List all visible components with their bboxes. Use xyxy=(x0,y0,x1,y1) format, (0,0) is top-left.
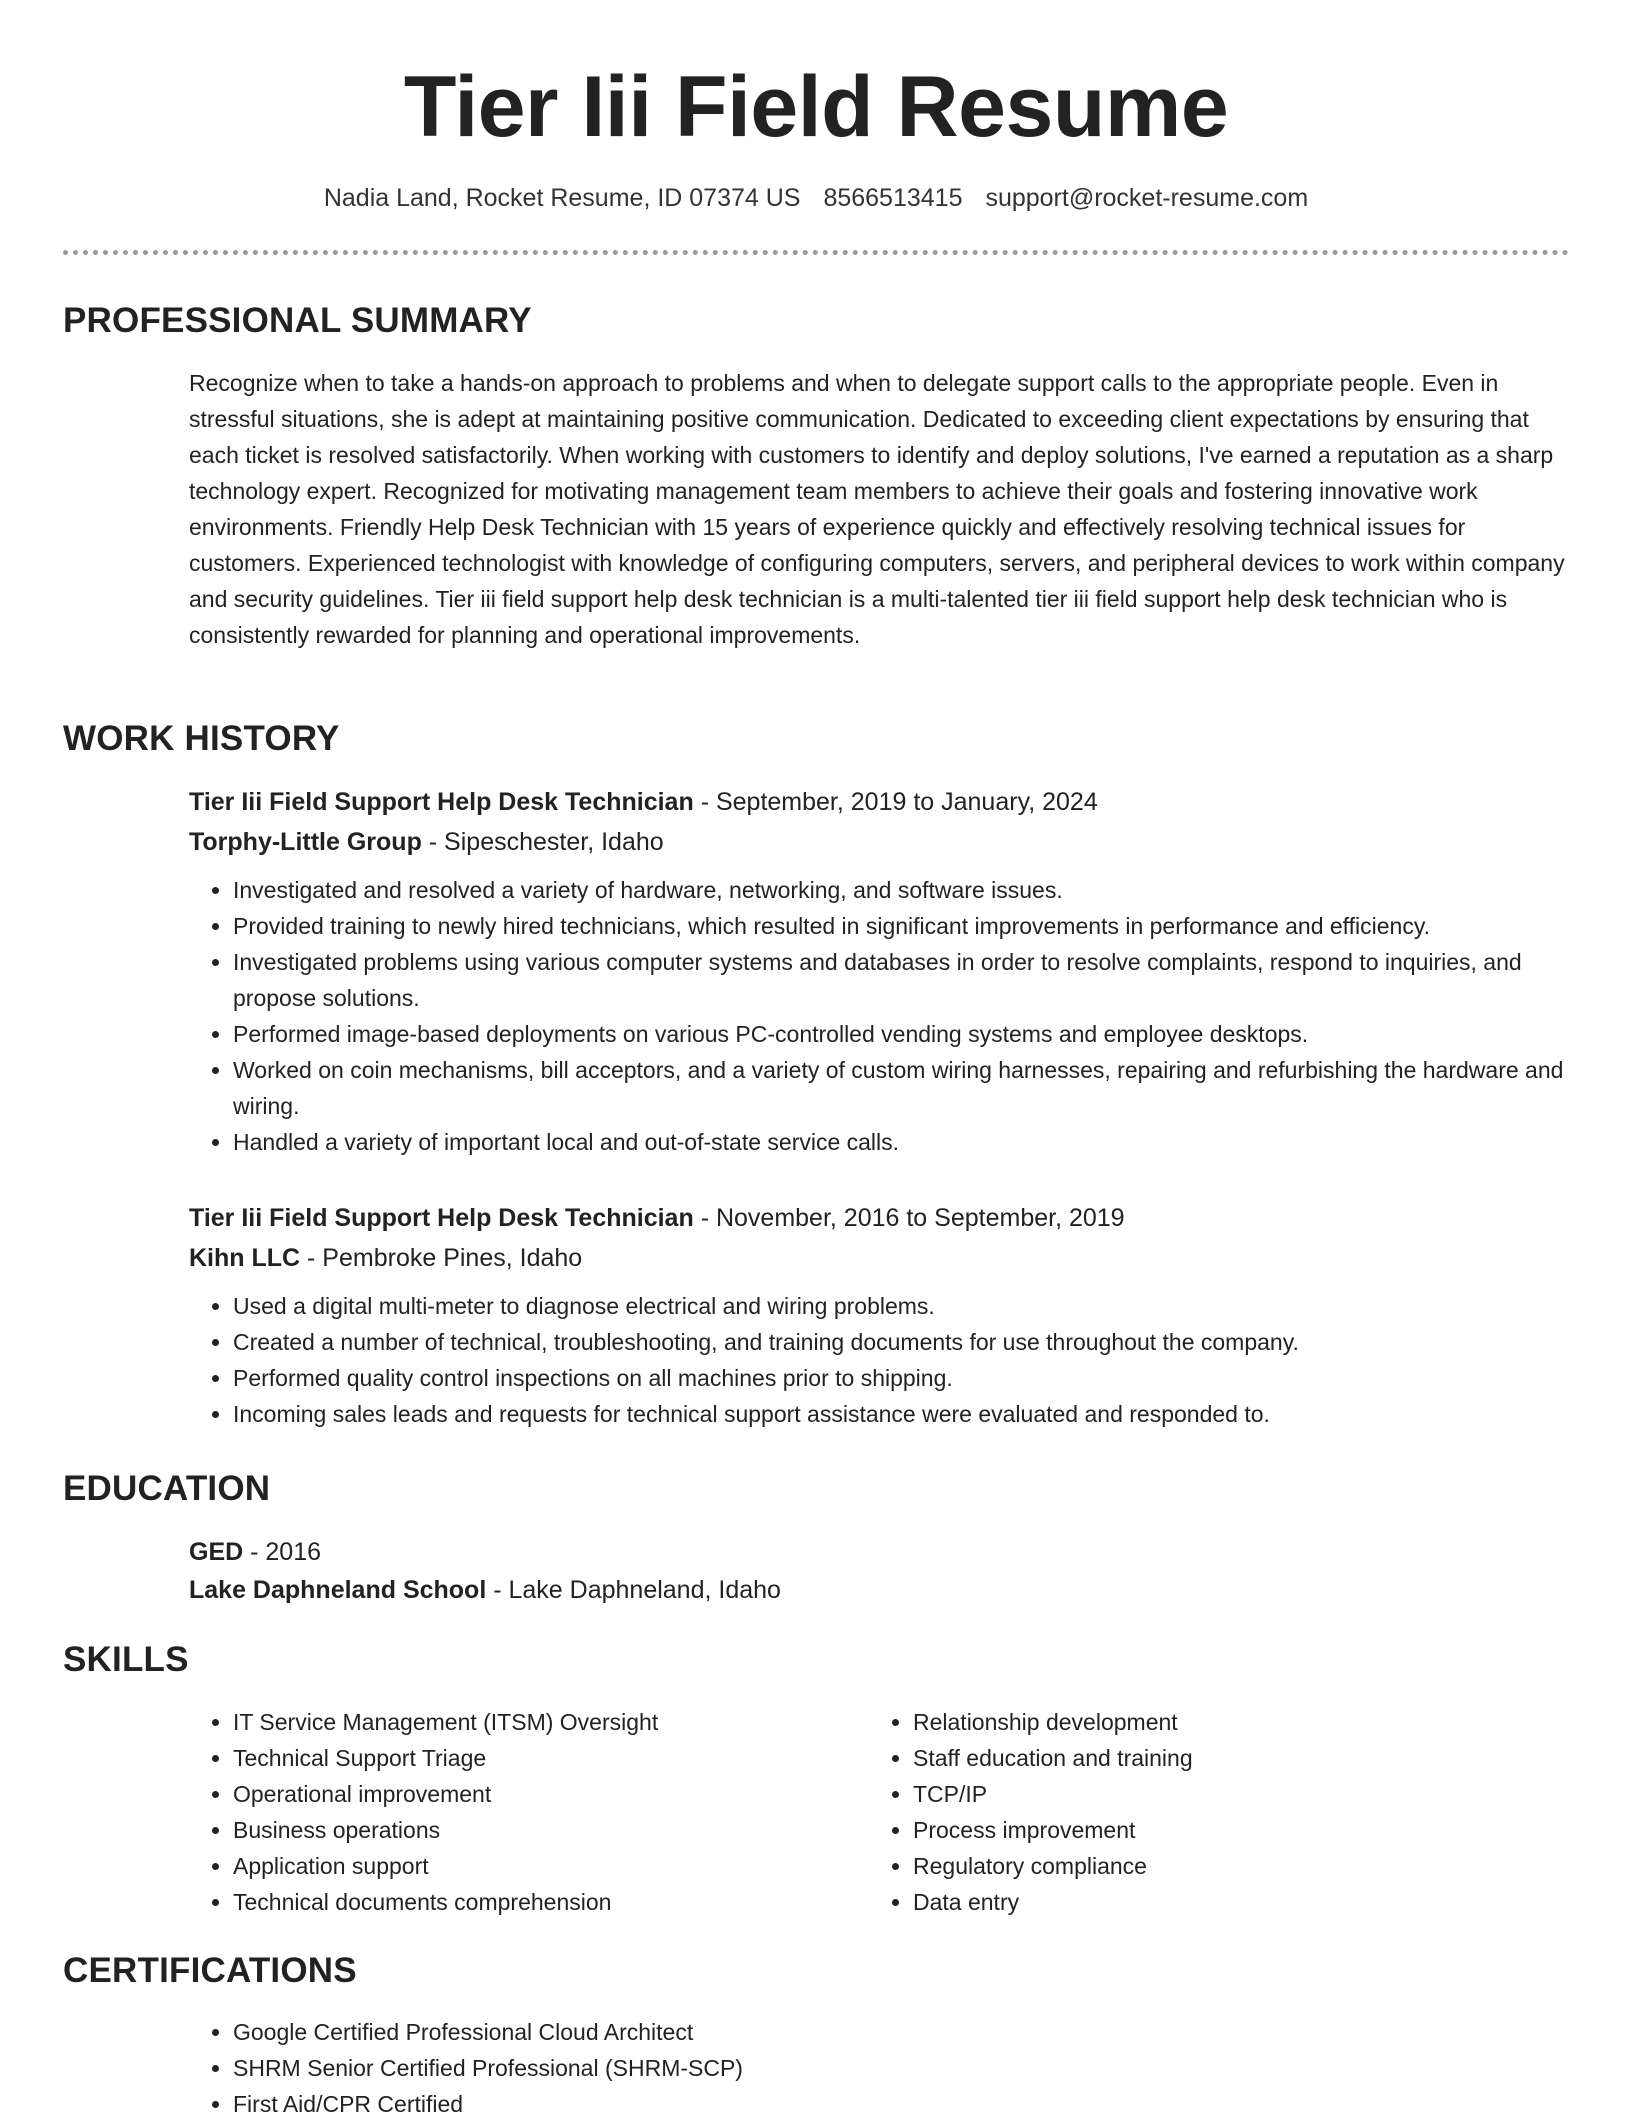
list-item: • IT Service Management (ITSM) Oversight xyxy=(233,1704,829,1740)
resume-title: Tier Iii Field Resume xyxy=(403,59,1229,155)
job-company: Kihn LLC xyxy=(189,1244,301,1272)
certifications-heading: CERTIFICATIONS xyxy=(63,1951,357,1990)
list-item: • Operational improvement xyxy=(233,1776,829,1812)
skills-column-left xyxy=(189,1704,829,1920)
job-company: Torphy-Little Group xyxy=(189,828,422,856)
job-company-line xyxy=(189,1238,1569,1278)
list-item: • Investigated problems using various computer systems and databases in order to resolve complaints, respond to inquiries, and propose solutions. xyxy=(233,944,1569,1016)
job-location: - Pembroke Pines, Idaho xyxy=(300,1244,583,1272)
education-location: - Lake Daphneland, Idaho xyxy=(486,1576,781,1604)
job-entry xyxy=(189,782,1569,1160)
list-item: • Process improvement xyxy=(913,1812,1509,1848)
education-entry xyxy=(189,1533,1569,1609)
job-title-line xyxy=(189,782,1569,822)
job-company-line xyxy=(189,822,1569,862)
summary-text: Recognize when to take a hands-on approach to problems and when to delegate support calls to the appropriate people. Even in stressful situations, she is adept at maintaining positive communication. Dedicated to exceeding client expectations by ensuring that each ticket is resolved satisfactorily. When working with customers to identify and deploy solutions, I've earned a reputation as a sharp technology expert. Recognized for motivating management team members to achieve their goals and fostering innovative work environments. Friendly Help Desk Technician with 15 years of experience quickly and effectively resolving technical issues for customers. Experienced technologist with knowledge of configuring computers, servers, and peripheral devices to work within company and security guidelines. Tier iii field support help desk technician is a multi-talented tier iii field support help desk technician who is consistently rewarded for planning and operational improvements. xyxy=(189,370,1565,648)
list-item: • Business operations xyxy=(233,1812,829,1848)
summary-heading: PROFESSIONAL SUMMARY xyxy=(63,301,532,340)
list-item: • Staff education and training xyxy=(913,1740,1509,1776)
list-item: • Regulatory compliance xyxy=(913,1848,1509,1884)
contact-line xyxy=(0,180,1632,216)
job-duties xyxy=(189,1288,1569,1432)
contact-phone: 8566513415 xyxy=(823,184,963,212)
job-title: Tier Iii Field Support Help Desk Technician xyxy=(189,1204,694,1232)
job-duties xyxy=(189,872,1569,1160)
education-school-line xyxy=(189,1571,1569,1609)
skills-column-right xyxy=(869,1704,1509,1920)
list-item: • Performed image-based deployments on various PC-controlled vending systems and employee desktops. xyxy=(233,1016,1569,1052)
list-item: • Technical documents comprehension xyxy=(233,1884,829,1920)
education-degree-line xyxy=(189,1533,1569,1571)
education-year: - 2016 xyxy=(243,1538,322,1566)
education-heading: EDUCATION xyxy=(63,1469,271,1508)
list-item: • Data entry xyxy=(913,1884,1509,1920)
contact-address: Nadia Land, Rocket Resume, ID 07374 US xyxy=(323,184,801,212)
list-item: • Technical Support Triage xyxy=(233,1740,829,1776)
certifications-items xyxy=(189,2014,1569,2122)
job-dates: - November, 2016 to September, 2019 xyxy=(693,1204,1125,1232)
list-item: • Handled a variety of important local and out-of-state service calls. xyxy=(233,1124,1569,1160)
list-item: • Created a number of technical, troubleshooting, and training documents for use throughout the company. xyxy=(233,1324,1569,1360)
job-title-line xyxy=(189,1198,1569,1238)
list-item: • Investigated and resolved a variety of hardware, networking, and software issues. xyxy=(233,872,1569,908)
list-item: • Google Certified Professional Cloud Architect xyxy=(233,2014,1569,2050)
list-item: • Used a digital multi-meter to diagnose electrical and wiring problems. xyxy=(233,1288,1569,1324)
header-divider xyxy=(63,250,1569,255)
contact-email: support@rocket-resume.com xyxy=(985,184,1309,212)
certifications-list xyxy=(189,2014,1569,2122)
list-item: • Incoming sales leads and requests for technical support assistance were evaluated and responded to. xyxy=(233,1396,1569,1432)
list-item: • Application support xyxy=(233,1848,829,1884)
list-item: • TCP/IP xyxy=(913,1776,1509,1812)
job-location: - Sipeschester, Idaho xyxy=(421,828,664,856)
education-school: Lake Daphneland School xyxy=(189,1576,487,1604)
job-title: Tier Iii Field Support Help Desk Technician xyxy=(189,788,694,816)
list-item: • First Aid/CPR Certified xyxy=(233,2086,1569,2122)
list-item: • SHRM Senior Certified Professional (SHRM-SCP) xyxy=(233,2050,1569,2086)
job-dates: - September, 2019 to January, 2024 xyxy=(693,788,1098,816)
education-degree: GED xyxy=(189,1538,244,1566)
skills-heading: SKILLS xyxy=(63,1640,189,1679)
list-item: • Provided training to newly hired technicians, which resulted in significant improvements in performance and efficiency. xyxy=(233,908,1569,944)
list-item: • Relationship development xyxy=(913,1704,1509,1740)
job-entry xyxy=(189,1198,1569,1432)
list-item: • Worked on coin mechanisms, bill acceptors, and a variety of custom wiring harnesses, repairing and refurbishing the hardware and wiring. xyxy=(233,1052,1569,1124)
list-item: • Performed quality control inspections on all machines prior to shipping. xyxy=(233,1360,1569,1396)
work-history-heading: WORK HISTORY xyxy=(63,719,340,758)
